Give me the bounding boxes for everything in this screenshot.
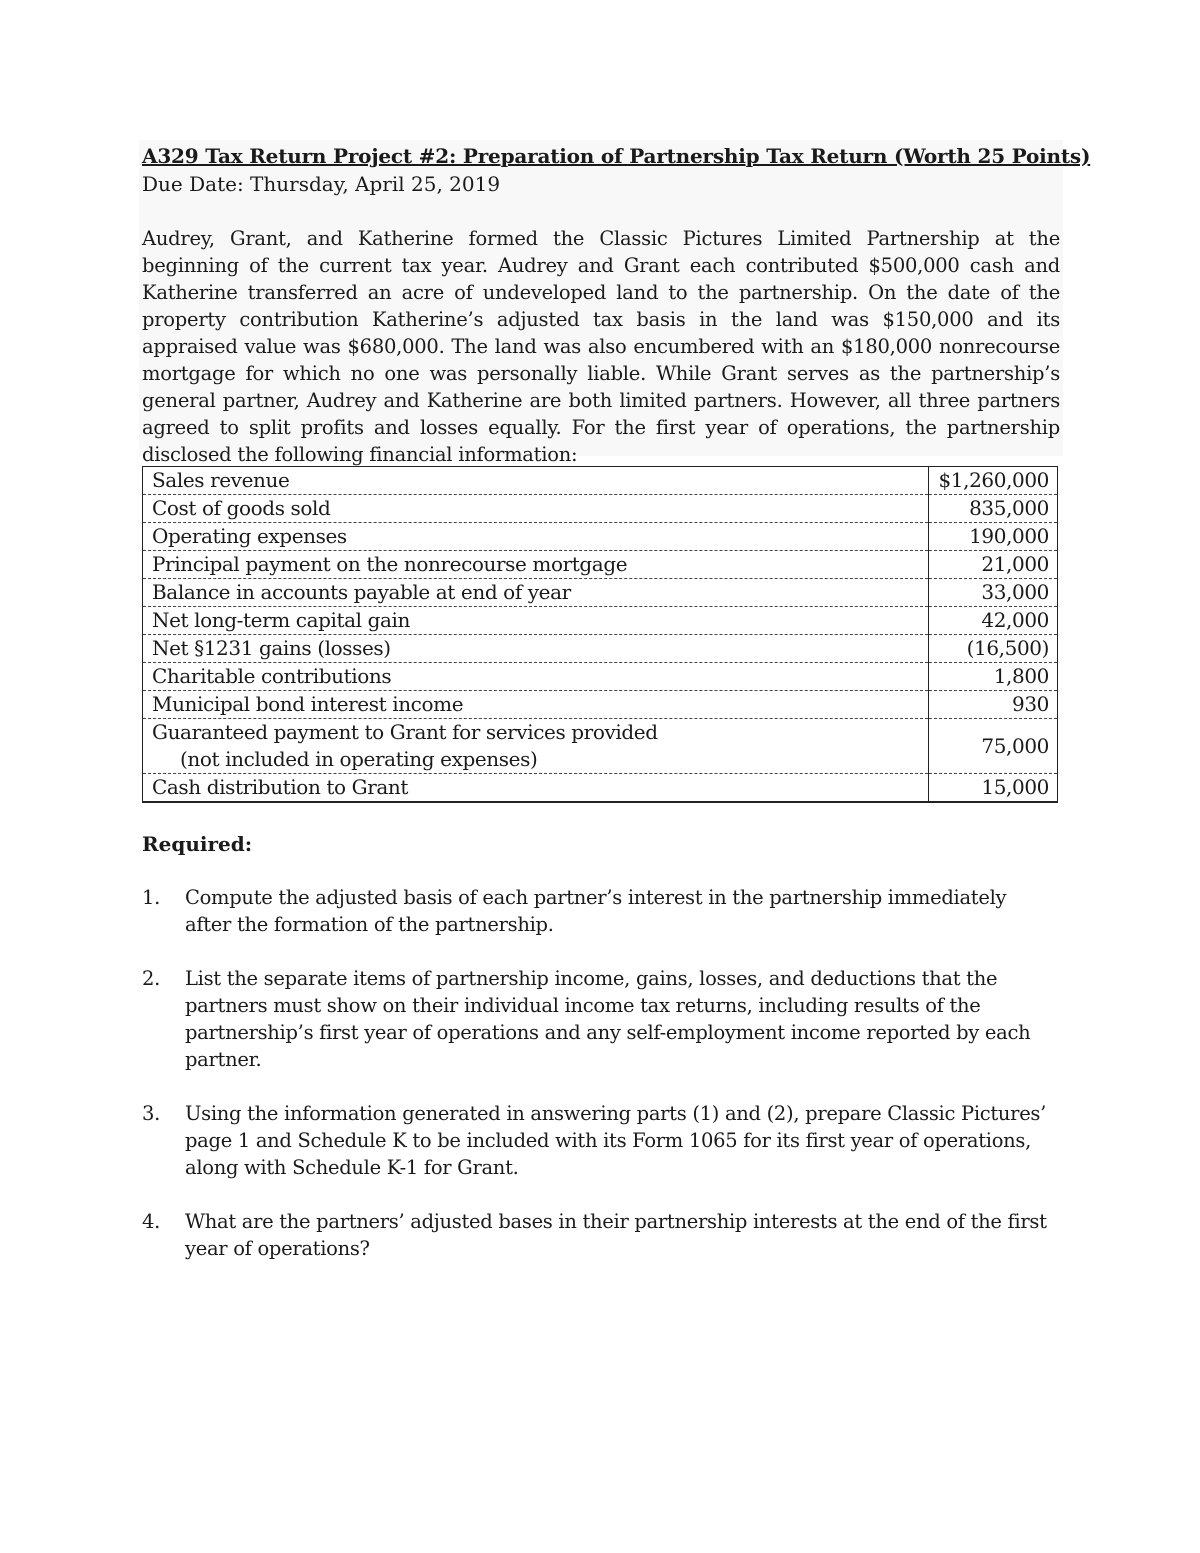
questions-list	[142, 884, 1058, 1289]
question-number: 4.	[142, 1210, 161, 1233]
table-row	[143, 551, 1058, 579]
list-item	[142, 884, 1058, 938]
row-value: 930	[929, 691, 1058, 719]
table-row	[143, 774, 1058, 803]
table-row	[143, 579, 1058, 607]
row-label: Charitable contributions	[143, 663, 929, 691]
question-number: 3.	[142, 1102, 161, 1125]
question-number: 2.	[142, 967, 161, 990]
row-value: 42,000	[929, 607, 1058, 635]
table-row	[143, 691, 1058, 719]
table-row	[143, 635, 1058, 663]
row-label: Guaranteed payment to Grant for services provided	[152, 720, 658, 744]
list-item	[142, 965, 1058, 1073]
question-text: Using the information generated in answering parts (1) and (2), prepare Classic Pictures’ page 1 and Schedule K to be included with its Form 1065 for its first year of operations, along with Schedule K-1 for Grant.	[185, 1102, 1047, 1179]
question-number: 1.	[142, 886, 161, 909]
row-label: Sales revenue	[143, 467, 929, 495]
row-value: 190,000	[929, 523, 1058, 551]
row-label: Net §1231 gains (losses)	[143, 635, 929, 663]
due-date: Due Date: Thursday, April 25, 2019	[142, 172, 501, 196]
row-sublabel: (not included in operating expenses)	[180, 747, 538, 771]
table-row	[143, 607, 1058, 635]
table-row	[143, 523, 1058, 551]
row-label: Operating expenses	[143, 523, 929, 551]
row-label: Balance in accounts payable at end of year	[143, 579, 929, 607]
financial-info-table	[142, 466, 1058, 803]
required-heading: Required:	[142, 832, 253, 856]
row-value: (16,500)	[929, 635, 1058, 663]
row-value: 33,000	[929, 579, 1058, 607]
row-label: Municipal bond interest income	[143, 691, 929, 719]
row-label: Cash distribution to Grant	[152, 775, 408, 799]
row-label: Cost of goods sold	[143, 495, 929, 523]
intro-paragraph: Audrey, Grant, and Katherine formed the Classic Pictures Limited Partnership at the beginning of the current tax year. Audrey and Grant each contributed $500,000 cash and Katherine transferred an acre of undeveloped land to the partnership. On the date of the property contribution Katherine’s adjusted tax basis in the land was $150,000 and its appraised value was $680,000. The land was also encumbered with an $180,000 nonrecourse mortgage for which no one was personally liable. While Grant serves as the partnership’s general partner, Audrey and Katherine are both limited partners. However, all three partners agreed to split profits and losses equally. For the first year of operations, the partnership disclosed the following financial information:	[142, 227, 1060, 466]
row-value: 21,000	[929, 551, 1058, 579]
document-title: A329 Tax Return Project #2: Preparation of Partnership Tax Return (Worth 25 Points)	[142, 144, 1091, 168]
row-value: 1,800	[929, 663, 1058, 691]
row-value: 75,000	[929, 719, 1058, 774]
row-label-multiline	[143, 719, 929, 774]
table-row	[143, 663, 1058, 691]
row-value: 835,000	[929, 495, 1058, 523]
question-text: List the separate items of partnership income, gains, losses, and deductions that the partners must show on their individual income tax returns, including results of the partnership’s first year of operations and any self-employment income reported by each partner.	[185, 967, 1031, 1071]
table-row	[143, 495, 1058, 523]
row-label: Principal payment on the nonrecourse mortgage	[143, 551, 929, 579]
question-text: What are the partners’ adjusted bases in their partnership interests at the end of the first year of operations?	[185, 1210, 1047, 1260]
list-item	[142, 1208, 1058, 1262]
table-row	[143, 719, 1058, 774]
list-item	[142, 1100, 1058, 1181]
table-row	[143, 467, 1058, 495]
row-value: $1,260,000	[929, 467, 1058, 495]
row-value: 15,000	[929, 774, 1058, 803]
row-label: Net long-term capital gain	[143, 607, 929, 635]
question-text: Compute the adjusted basis of each partner’s interest in the partnership immediately after the formation of the partnership.	[185, 886, 1007, 936]
